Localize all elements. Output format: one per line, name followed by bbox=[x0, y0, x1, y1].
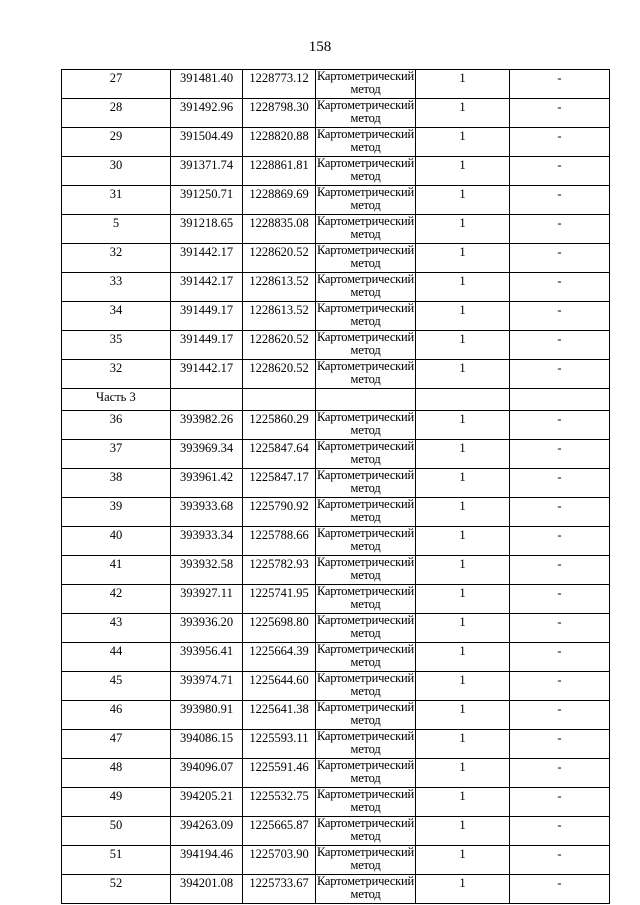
description-cell: - bbox=[510, 469, 610, 498]
description-cell: - bbox=[510, 875, 610, 904]
accuracy-cell: 1 bbox=[416, 186, 510, 215]
table-row bbox=[62, 215, 610, 244]
coordinates-body-before bbox=[62, 70, 610, 389]
description-cell: - bbox=[510, 215, 610, 244]
point-number-cell: 49 bbox=[62, 788, 171, 817]
description-cell: - bbox=[510, 70, 610, 99]
y-coordinate-cell: 1225644.60 bbox=[243, 672, 316, 701]
description-cell: - bbox=[510, 360, 610, 389]
point-number-cell: 31 bbox=[62, 186, 171, 215]
table-row bbox=[62, 730, 610, 759]
accuracy-cell: 1 bbox=[416, 875, 510, 904]
method-cell: Картометрический метод bbox=[316, 469, 416, 498]
accuracy-cell: 1 bbox=[416, 759, 510, 788]
table-row bbox=[62, 469, 610, 498]
description-cell: - bbox=[510, 672, 610, 701]
method-cell: Картометрический метод bbox=[316, 759, 416, 788]
x-coordinate-cell: 391504.49 bbox=[171, 128, 243, 157]
x-coordinate-cell: 393982.26 bbox=[171, 411, 243, 440]
section-empty-cell bbox=[316, 389, 416, 411]
point-number-cell: 32 bbox=[62, 244, 171, 273]
accuracy-cell: 1 bbox=[416, 730, 510, 759]
y-coordinate-cell: 1225788.66 bbox=[243, 527, 316, 556]
accuracy-cell: 1 bbox=[416, 440, 510, 469]
point-number-cell: 33 bbox=[62, 273, 171, 302]
page-number: 158 bbox=[308, 39, 332, 55]
accuracy-cell: 1 bbox=[416, 527, 510, 556]
table-row bbox=[62, 331, 610, 360]
accuracy-cell: 1 bbox=[416, 331, 510, 360]
x-coordinate-cell: 393980.91 bbox=[171, 701, 243, 730]
accuracy-cell: 1 bbox=[416, 469, 510, 498]
table-row bbox=[62, 817, 610, 846]
description-cell: - bbox=[510, 817, 610, 846]
point-number-cell: 5 bbox=[62, 215, 171, 244]
description-cell: - bbox=[510, 157, 610, 186]
table-row bbox=[62, 614, 610, 643]
point-number-cell: 37 bbox=[62, 440, 171, 469]
point-number-cell: 35 bbox=[62, 331, 171, 360]
method-cell: Картометрический метод bbox=[316, 273, 416, 302]
section-empty-cell bbox=[416, 389, 510, 411]
y-coordinate-cell: 1225790.92 bbox=[243, 498, 316, 527]
table-row bbox=[62, 585, 610, 614]
x-coordinate-cell: 394096.07 bbox=[171, 759, 243, 788]
table-row bbox=[62, 672, 610, 701]
x-coordinate-cell: 393969.34 bbox=[171, 440, 243, 469]
description-cell: - bbox=[510, 331, 610, 360]
accuracy-cell: 1 bbox=[416, 846, 510, 875]
y-coordinate-cell: 1228773.12 bbox=[243, 70, 316, 99]
point-number-cell: 27 bbox=[62, 70, 171, 99]
table-row bbox=[62, 99, 610, 128]
accuracy-cell: 1 bbox=[416, 244, 510, 273]
method-cell: Картометрический метод bbox=[316, 360, 416, 389]
section-empty-cell bbox=[171, 389, 243, 411]
accuracy-cell: 1 bbox=[416, 643, 510, 672]
y-coordinate-cell: 1225847.17 bbox=[243, 469, 316, 498]
y-coordinate-cell: 1225593.11 bbox=[243, 730, 316, 759]
y-coordinate-cell: 1225664.39 bbox=[243, 643, 316, 672]
y-coordinate-cell: 1225532.75 bbox=[243, 788, 316, 817]
point-number-cell: 36 bbox=[62, 411, 171, 440]
x-coordinate-cell: 393974.71 bbox=[171, 672, 243, 701]
y-coordinate-cell: 1225741.95 bbox=[243, 585, 316, 614]
table-row bbox=[62, 157, 610, 186]
y-coordinate-cell: 1225591.46 bbox=[243, 759, 316, 788]
x-coordinate-cell: 391449.17 bbox=[171, 302, 243, 331]
table-row bbox=[62, 527, 610, 556]
point-number-cell: 39 bbox=[62, 498, 171, 527]
x-coordinate-cell: 393936.20 bbox=[171, 614, 243, 643]
point-number-cell: 48 bbox=[62, 759, 171, 788]
section-row bbox=[62, 389, 610, 411]
description-cell: - bbox=[510, 302, 610, 331]
y-coordinate-cell: 1225665.87 bbox=[243, 817, 316, 846]
method-cell: Картометрический метод bbox=[316, 128, 416, 157]
table-row bbox=[62, 556, 610, 585]
section-label: Часть 3 bbox=[62, 389, 171, 411]
y-coordinate-cell: 1228620.52 bbox=[243, 331, 316, 360]
x-coordinate-cell: 393933.34 bbox=[171, 527, 243, 556]
accuracy-cell: 1 bbox=[416, 157, 510, 186]
accuracy-cell: 1 bbox=[416, 215, 510, 244]
method-cell: Картометрический метод bbox=[316, 440, 416, 469]
x-coordinate-cell: 393961.42 bbox=[171, 469, 243, 498]
method-cell: Картометрический метод bbox=[316, 157, 416, 186]
point-number-cell: 34 bbox=[62, 302, 171, 331]
point-number-cell: 29 bbox=[62, 128, 171, 157]
x-coordinate-cell: 391449.17 bbox=[171, 331, 243, 360]
point-number-cell: 42 bbox=[62, 585, 171, 614]
accuracy-cell: 1 bbox=[416, 701, 510, 730]
table-row bbox=[62, 875, 610, 904]
description-cell: - bbox=[510, 99, 610, 128]
accuracy-cell: 1 bbox=[416, 360, 510, 389]
x-coordinate-cell: 393932.58 bbox=[171, 556, 243, 585]
accuracy-cell: 1 bbox=[416, 817, 510, 846]
y-coordinate-cell: 1225703.90 bbox=[243, 846, 316, 875]
description-cell: - bbox=[510, 128, 610, 157]
point-number-cell: 28 bbox=[62, 99, 171, 128]
method-cell: Картометрический метод bbox=[316, 730, 416, 759]
description-cell: - bbox=[510, 527, 610, 556]
point-number-cell: 38 bbox=[62, 469, 171, 498]
x-coordinate-cell: 393956.41 bbox=[171, 643, 243, 672]
x-coordinate-cell: 391442.17 bbox=[171, 360, 243, 389]
method-cell: Картометрический метод bbox=[316, 846, 416, 875]
method-cell: Картометрический метод bbox=[316, 527, 416, 556]
method-cell: Картометрический метод bbox=[316, 614, 416, 643]
method-cell: Картометрический метод bbox=[316, 99, 416, 128]
x-coordinate-cell: 391442.17 bbox=[171, 244, 243, 273]
x-coordinate-cell: 391442.17 bbox=[171, 273, 243, 302]
point-number-cell: 46 bbox=[62, 701, 171, 730]
x-coordinate-cell: 394205.21 bbox=[171, 788, 243, 817]
table-row bbox=[62, 273, 610, 302]
description-cell: - bbox=[510, 730, 610, 759]
x-coordinate-cell: 394086.15 bbox=[171, 730, 243, 759]
description-cell: - bbox=[510, 498, 610, 527]
description-cell: - bbox=[510, 273, 610, 302]
coordinates-body-after bbox=[62, 411, 610, 904]
table-row bbox=[62, 788, 610, 817]
method-cell: Картометрический метод bbox=[316, 585, 416, 614]
table-row bbox=[62, 70, 610, 99]
table-row bbox=[62, 411, 610, 440]
description-cell: - bbox=[510, 411, 610, 440]
point-number-cell: 30 bbox=[62, 157, 171, 186]
accuracy-cell: 1 bbox=[416, 411, 510, 440]
y-coordinate-cell: 1225782.93 bbox=[243, 556, 316, 585]
point-number-cell: 47 bbox=[62, 730, 171, 759]
method-cell: Картометрический метод bbox=[316, 643, 416, 672]
y-coordinate-cell: 1225860.29 bbox=[243, 411, 316, 440]
table-row bbox=[62, 701, 610, 730]
section-empty-cell bbox=[510, 389, 610, 411]
table-row bbox=[62, 643, 610, 672]
x-coordinate-cell: 391481.40 bbox=[171, 70, 243, 99]
method-cell: Картометрический метод bbox=[316, 556, 416, 585]
y-coordinate-cell: 1228620.52 bbox=[243, 244, 316, 273]
y-coordinate-cell: 1228620.52 bbox=[243, 360, 316, 389]
table-row bbox=[62, 244, 610, 273]
description-cell: - bbox=[510, 788, 610, 817]
accuracy-cell: 1 bbox=[416, 498, 510, 527]
description-cell: - bbox=[510, 186, 610, 215]
accuracy-cell: 1 bbox=[416, 99, 510, 128]
y-coordinate-cell: 1225641.38 bbox=[243, 701, 316, 730]
description-cell: - bbox=[510, 846, 610, 875]
method-cell: Картометрический метод bbox=[316, 672, 416, 701]
point-number-cell: 51 bbox=[62, 846, 171, 875]
y-coordinate-cell: 1228835.08 bbox=[243, 215, 316, 244]
y-coordinate-cell: 1228613.52 bbox=[243, 273, 316, 302]
table-row bbox=[62, 360, 610, 389]
y-coordinate-cell: 1225698.80 bbox=[243, 614, 316, 643]
description-cell: - bbox=[510, 440, 610, 469]
coordinates-table bbox=[61, 69, 610, 904]
description-cell: - bbox=[510, 585, 610, 614]
point-number-cell: 52 bbox=[62, 875, 171, 904]
y-coordinate-cell: 1228869.69 bbox=[243, 186, 316, 215]
method-cell: Картометрический метод bbox=[316, 498, 416, 527]
description-cell: - bbox=[510, 556, 610, 585]
description-cell: - bbox=[510, 614, 610, 643]
x-coordinate-cell: 394194.46 bbox=[171, 846, 243, 875]
x-coordinate-cell: 393927.11 bbox=[171, 585, 243, 614]
point-number-cell: 50 bbox=[62, 817, 171, 846]
table-row bbox=[62, 759, 610, 788]
description-cell: - bbox=[510, 244, 610, 273]
point-number-cell: 32 bbox=[62, 360, 171, 389]
description-cell: - bbox=[510, 759, 610, 788]
x-coordinate-cell: 394201.08 bbox=[171, 875, 243, 904]
section-body bbox=[62, 389, 610, 411]
accuracy-cell: 1 bbox=[416, 614, 510, 643]
x-coordinate-cell: 391492.96 bbox=[171, 99, 243, 128]
accuracy-cell: 1 bbox=[416, 672, 510, 701]
method-cell: Картометрический метод bbox=[316, 701, 416, 730]
table-row bbox=[62, 498, 610, 527]
method-cell: Картометрический метод bbox=[316, 875, 416, 904]
y-coordinate-cell: 1228613.52 bbox=[243, 302, 316, 331]
y-coordinate-cell: 1225847.64 bbox=[243, 440, 316, 469]
x-coordinate-cell: 391250.71 bbox=[171, 186, 243, 215]
y-coordinate-cell: 1225733.67 bbox=[243, 875, 316, 904]
method-cell: Картометрический метод bbox=[316, 411, 416, 440]
accuracy-cell: 1 bbox=[416, 585, 510, 614]
table-row bbox=[62, 302, 610, 331]
description-cell: - bbox=[510, 643, 610, 672]
accuracy-cell: 1 bbox=[416, 302, 510, 331]
point-number-cell: 43 bbox=[62, 614, 171, 643]
point-number-cell: 40 bbox=[62, 527, 171, 556]
accuracy-cell: 1 bbox=[416, 128, 510, 157]
point-number-cell: 44 bbox=[62, 643, 171, 672]
section-empty-cell bbox=[243, 389, 316, 411]
x-coordinate-cell: 394263.09 bbox=[171, 817, 243, 846]
method-cell: Картометрический метод bbox=[316, 186, 416, 215]
accuracy-cell: 1 bbox=[416, 273, 510, 302]
y-coordinate-cell: 1228798.30 bbox=[243, 99, 316, 128]
method-cell: Картометрический метод bbox=[316, 70, 416, 99]
x-coordinate-cell: 391371.74 bbox=[171, 157, 243, 186]
x-coordinate-cell: 391218.65 bbox=[171, 215, 243, 244]
table-row bbox=[62, 846, 610, 875]
y-coordinate-cell: 1228861.81 bbox=[243, 157, 316, 186]
method-cell: Картометрический метод bbox=[316, 331, 416, 360]
accuracy-cell: 1 bbox=[416, 556, 510, 585]
method-cell: Картометрический метод bbox=[316, 817, 416, 846]
description-cell: - bbox=[510, 701, 610, 730]
table-row bbox=[62, 440, 610, 469]
y-coordinate-cell: 1228820.88 bbox=[243, 128, 316, 157]
method-cell: Картометрический метод bbox=[316, 215, 416, 244]
method-cell: Картометрический метод bbox=[316, 302, 416, 331]
point-number-cell: 41 bbox=[62, 556, 171, 585]
accuracy-cell: 1 bbox=[416, 70, 510, 99]
method-cell: Картометрический метод bbox=[316, 788, 416, 817]
table-row bbox=[62, 186, 610, 215]
x-coordinate-cell: 393933.68 bbox=[171, 498, 243, 527]
accuracy-cell: 1 bbox=[416, 788, 510, 817]
method-cell: Картометрический метод bbox=[316, 244, 416, 273]
table-row bbox=[62, 128, 610, 157]
point-number-cell: 45 bbox=[62, 672, 171, 701]
